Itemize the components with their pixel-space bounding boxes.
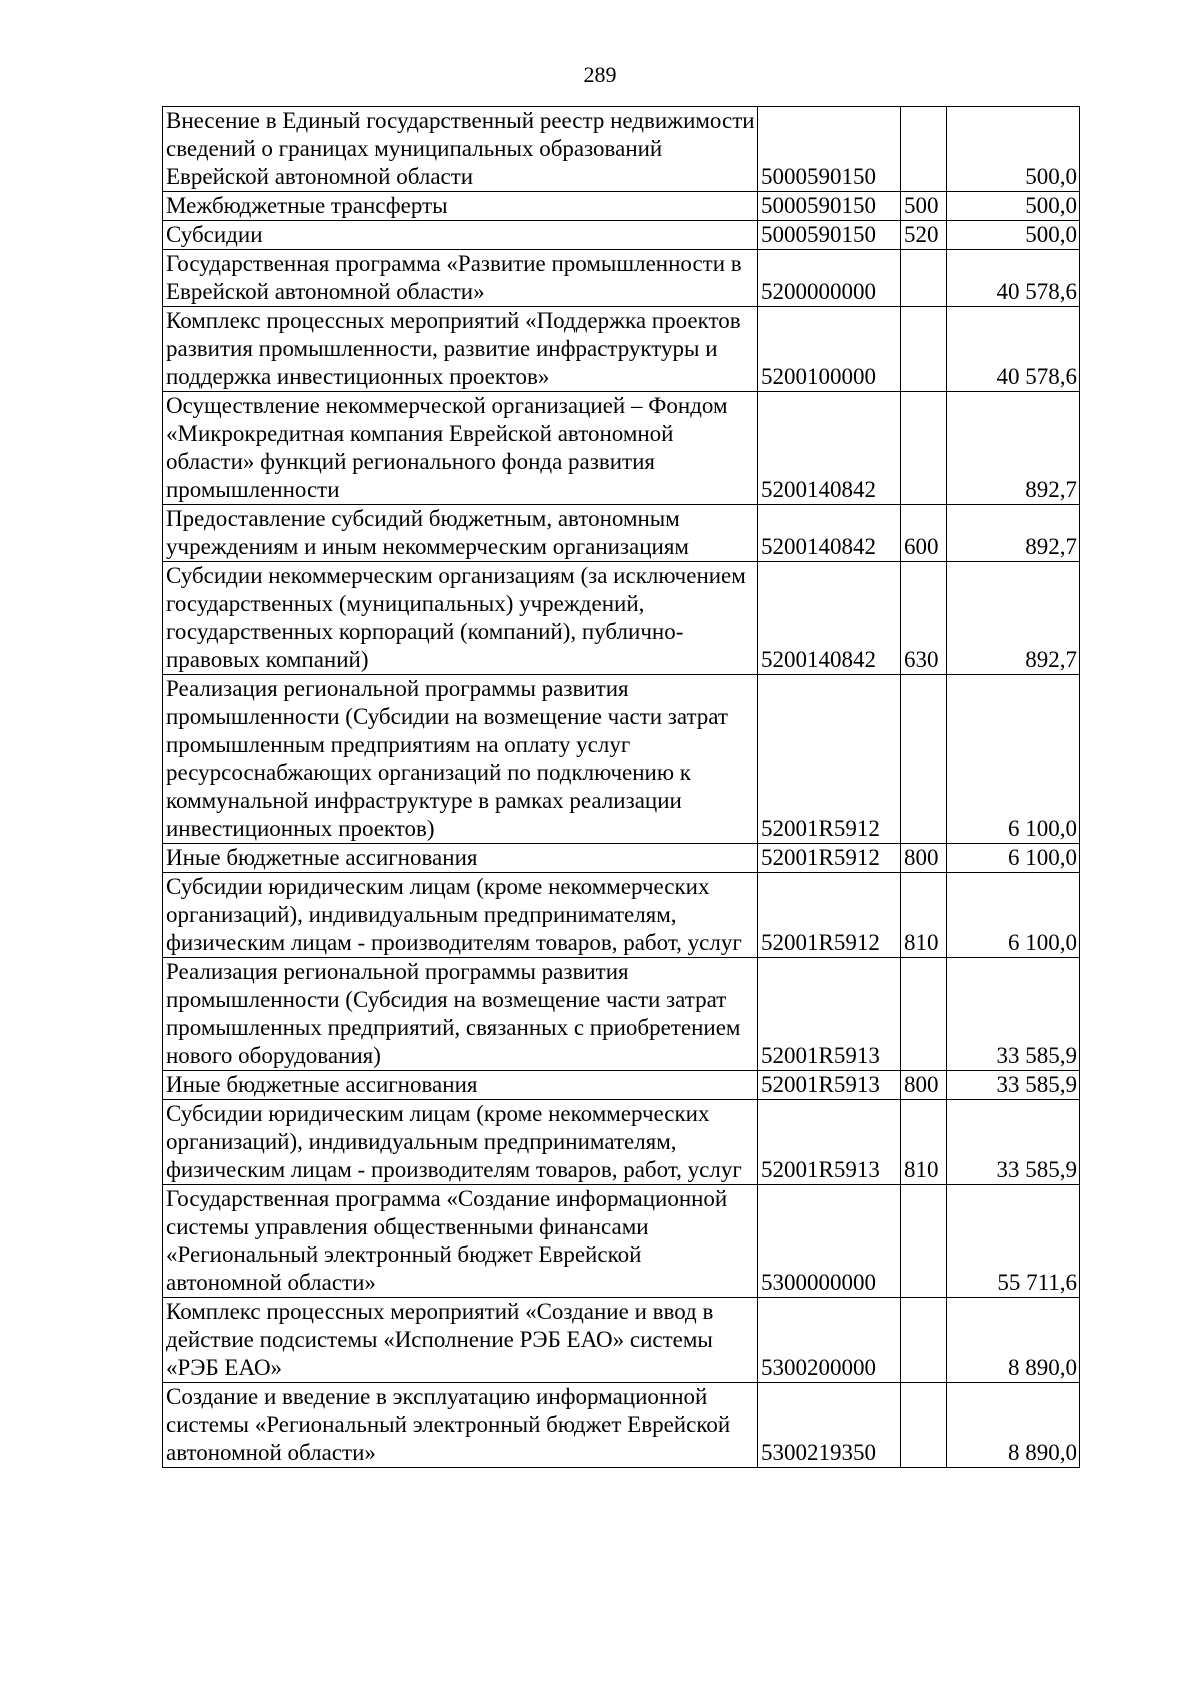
table-row (163, 1298, 1080, 1383)
expense-type-cell: 520 (901, 221, 947, 250)
table-row (163, 873, 1080, 958)
table-row (163, 1185, 1080, 1298)
name-cell: Реализация региональной программы развития промышленности (Субсидии на возмещение части затрат промышленным предприятиям на оплату услуг ресурсоснабжающих организаций по подключению к коммунальной инфраструктуре в рамках реализации инвестиционных проектов) (163, 675, 758, 844)
name-cell: Государственная программа «Создание информационной системы управления общественными финансами «Региональный электронный бюджет Еврейской автономной области» (163, 1185, 758, 1298)
code-cell: 52001R5912 (758, 675, 901, 844)
sum-cell: 40 578,6 (947, 250, 1080, 307)
table-row (163, 221, 1080, 250)
page-number: 289 (583, 62, 617, 87)
expense-type-cell (901, 307, 947, 392)
expense-type-cell: 600 (901, 505, 947, 562)
name-cell: Субсидии некоммерческим организациям (за исключением государственных (муниципальных) учреждений, государственных корпораций (компаний), публично-правовых компаний) (163, 562, 758, 675)
table-row (163, 250, 1080, 307)
code-cell: 5200140842 (758, 392, 901, 505)
sum-cell: 33 585,9 (947, 958, 1080, 1071)
sum-cell: 55 711,6 (947, 1185, 1080, 1298)
expense-type-cell: 630 (901, 562, 947, 675)
name-cell: Иные бюджетные ассигнования (163, 1071, 758, 1100)
expense-type-cell (901, 107, 947, 192)
name-cell: Субсидии (163, 221, 758, 250)
expense-type-cell: 810 (901, 1100, 947, 1185)
table-row (163, 107, 1080, 192)
code-cell: 5200140842 (758, 505, 901, 562)
sum-cell: 892,7 (947, 562, 1080, 675)
name-cell: Создание и введение в эксплуатацию информационной системы «Региональный электронный бюджет Еврейской автономной области» (163, 1383, 758, 1468)
expense-type-cell (901, 392, 947, 505)
code-cell: 52001R5912 (758, 844, 901, 873)
name-cell: Иные бюджетные ассигнования (163, 844, 758, 873)
sum-cell: 6 100,0 (947, 873, 1080, 958)
table-row (163, 192, 1080, 221)
table-row (163, 1071, 1080, 1100)
name-cell: Комплекс процессных мероприятий «Создание и ввод в действие подсистемы «Исполнение РЭБ ЕАО» системы «РЭБ ЕАО» (163, 1298, 758, 1383)
code-cell: 5200140842 (758, 562, 901, 675)
sum-cell: 40 578,6 (947, 307, 1080, 392)
table-row (163, 958, 1080, 1071)
code-cell: 5000590150 (758, 107, 901, 192)
expense-type-cell (901, 675, 947, 844)
table-row (163, 562, 1080, 675)
expense-type-cell: 800 (901, 1071, 947, 1100)
code-cell: 52001R5913 (758, 1071, 901, 1100)
name-cell: Внесение в Единый государственный реестр недвижимости сведений о границах муниципальных образований Еврейской автономной области (163, 107, 758, 192)
table-row (163, 675, 1080, 844)
table-row (163, 392, 1080, 505)
budget-table-body (163, 107, 1080, 1468)
sum-cell: 892,7 (947, 392, 1080, 505)
table-row (163, 307, 1080, 392)
code-cell: 5300200000 (758, 1298, 901, 1383)
sum-cell: 8 890,0 (947, 1298, 1080, 1383)
sum-cell: 33 585,9 (947, 1071, 1080, 1100)
sum-cell: 892,7 (947, 505, 1080, 562)
code-cell: 52001R5912 (758, 873, 901, 958)
expense-type-cell (901, 1383, 947, 1468)
budget-table (162, 106, 1080, 1468)
expense-type-cell (901, 1298, 947, 1383)
table-row (163, 505, 1080, 562)
table-row (163, 844, 1080, 873)
expense-type-cell: 800 (901, 844, 947, 873)
sum-cell: 500,0 (947, 192, 1080, 221)
expense-type-cell: 500 (901, 192, 947, 221)
name-cell: Реализация региональной программы развития промышленности (Субсидия на возмещение части затрат промышленных предприятий, связанных с приобретением нового оборудования) (163, 958, 758, 1071)
name-cell: Межбюджетные трансферты (163, 192, 758, 221)
expense-type-cell: 810 (901, 873, 947, 958)
sum-cell: 6 100,0 (947, 844, 1080, 873)
sum-cell: 33 585,9 (947, 1100, 1080, 1185)
name-cell: Субсидии юридическим лицам (кроме некоммерческих организаций), индивидуальным предпринимателям, физическим лицам - производителям товаров, работ, услуг (163, 1100, 758, 1185)
code-cell: 5000590150 (758, 221, 901, 250)
name-cell: Комплекс процессных мероприятий «Поддержка проектов развития промышленности, развитие инфраструктуры и поддержка инвестиционных проектов» (163, 307, 758, 392)
expense-type-cell (901, 958, 947, 1071)
code-cell: 5300000000 (758, 1185, 901, 1298)
code-cell: 52001R5913 (758, 1100, 901, 1185)
table-row (163, 1100, 1080, 1185)
code-cell: 5000590150 (758, 192, 901, 221)
name-cell: Субсидии юридическим лицам (кроме некоммерческих организаций), индивидуальным предпринимателям, физическим лицам - производителям товаров, работ, услуг (163, 873, 758, 958)
table-row (163, 1383, 1080, 1468)
sum-cell: 500,0 (947, 221, 1080, 250)
sum-cell: 8 890,0 (947, 1383, 1080, 1468)
code-cell: 5300219350 (758, 1383, 901, 1468)
code-cell: 52001R5913 (758, 958, 901, 1071)
name-cell: Осуществление некоммерческой организацией – Фондом «Микрокредитная компания Еврейской автономной области» функций регионального фонда развития промышленности (163, 392, 758, 505)
name-cell: Государственная программа «Развитие промышленности в Еврейской автономной области» (163, 250, 758, 307)
expense-type-cell (901, 1185, 947, 1298)
name-cell: Предоставление субсидий бюджетным, автономным учреждениям и иным некоммерческим организациям (163, 505, 758, 562)
expense-type-cell (901, 250, 947, 307)
sum-cell: 500,0 (947, 107, 1080, 192)
code-cell: 5200000000 (758, 250, 901, 307)
sum-cell: 6 100,0 (947, 675, 1080, 844)
code-cell: 5200100000 (758, 307, 901, 392)
